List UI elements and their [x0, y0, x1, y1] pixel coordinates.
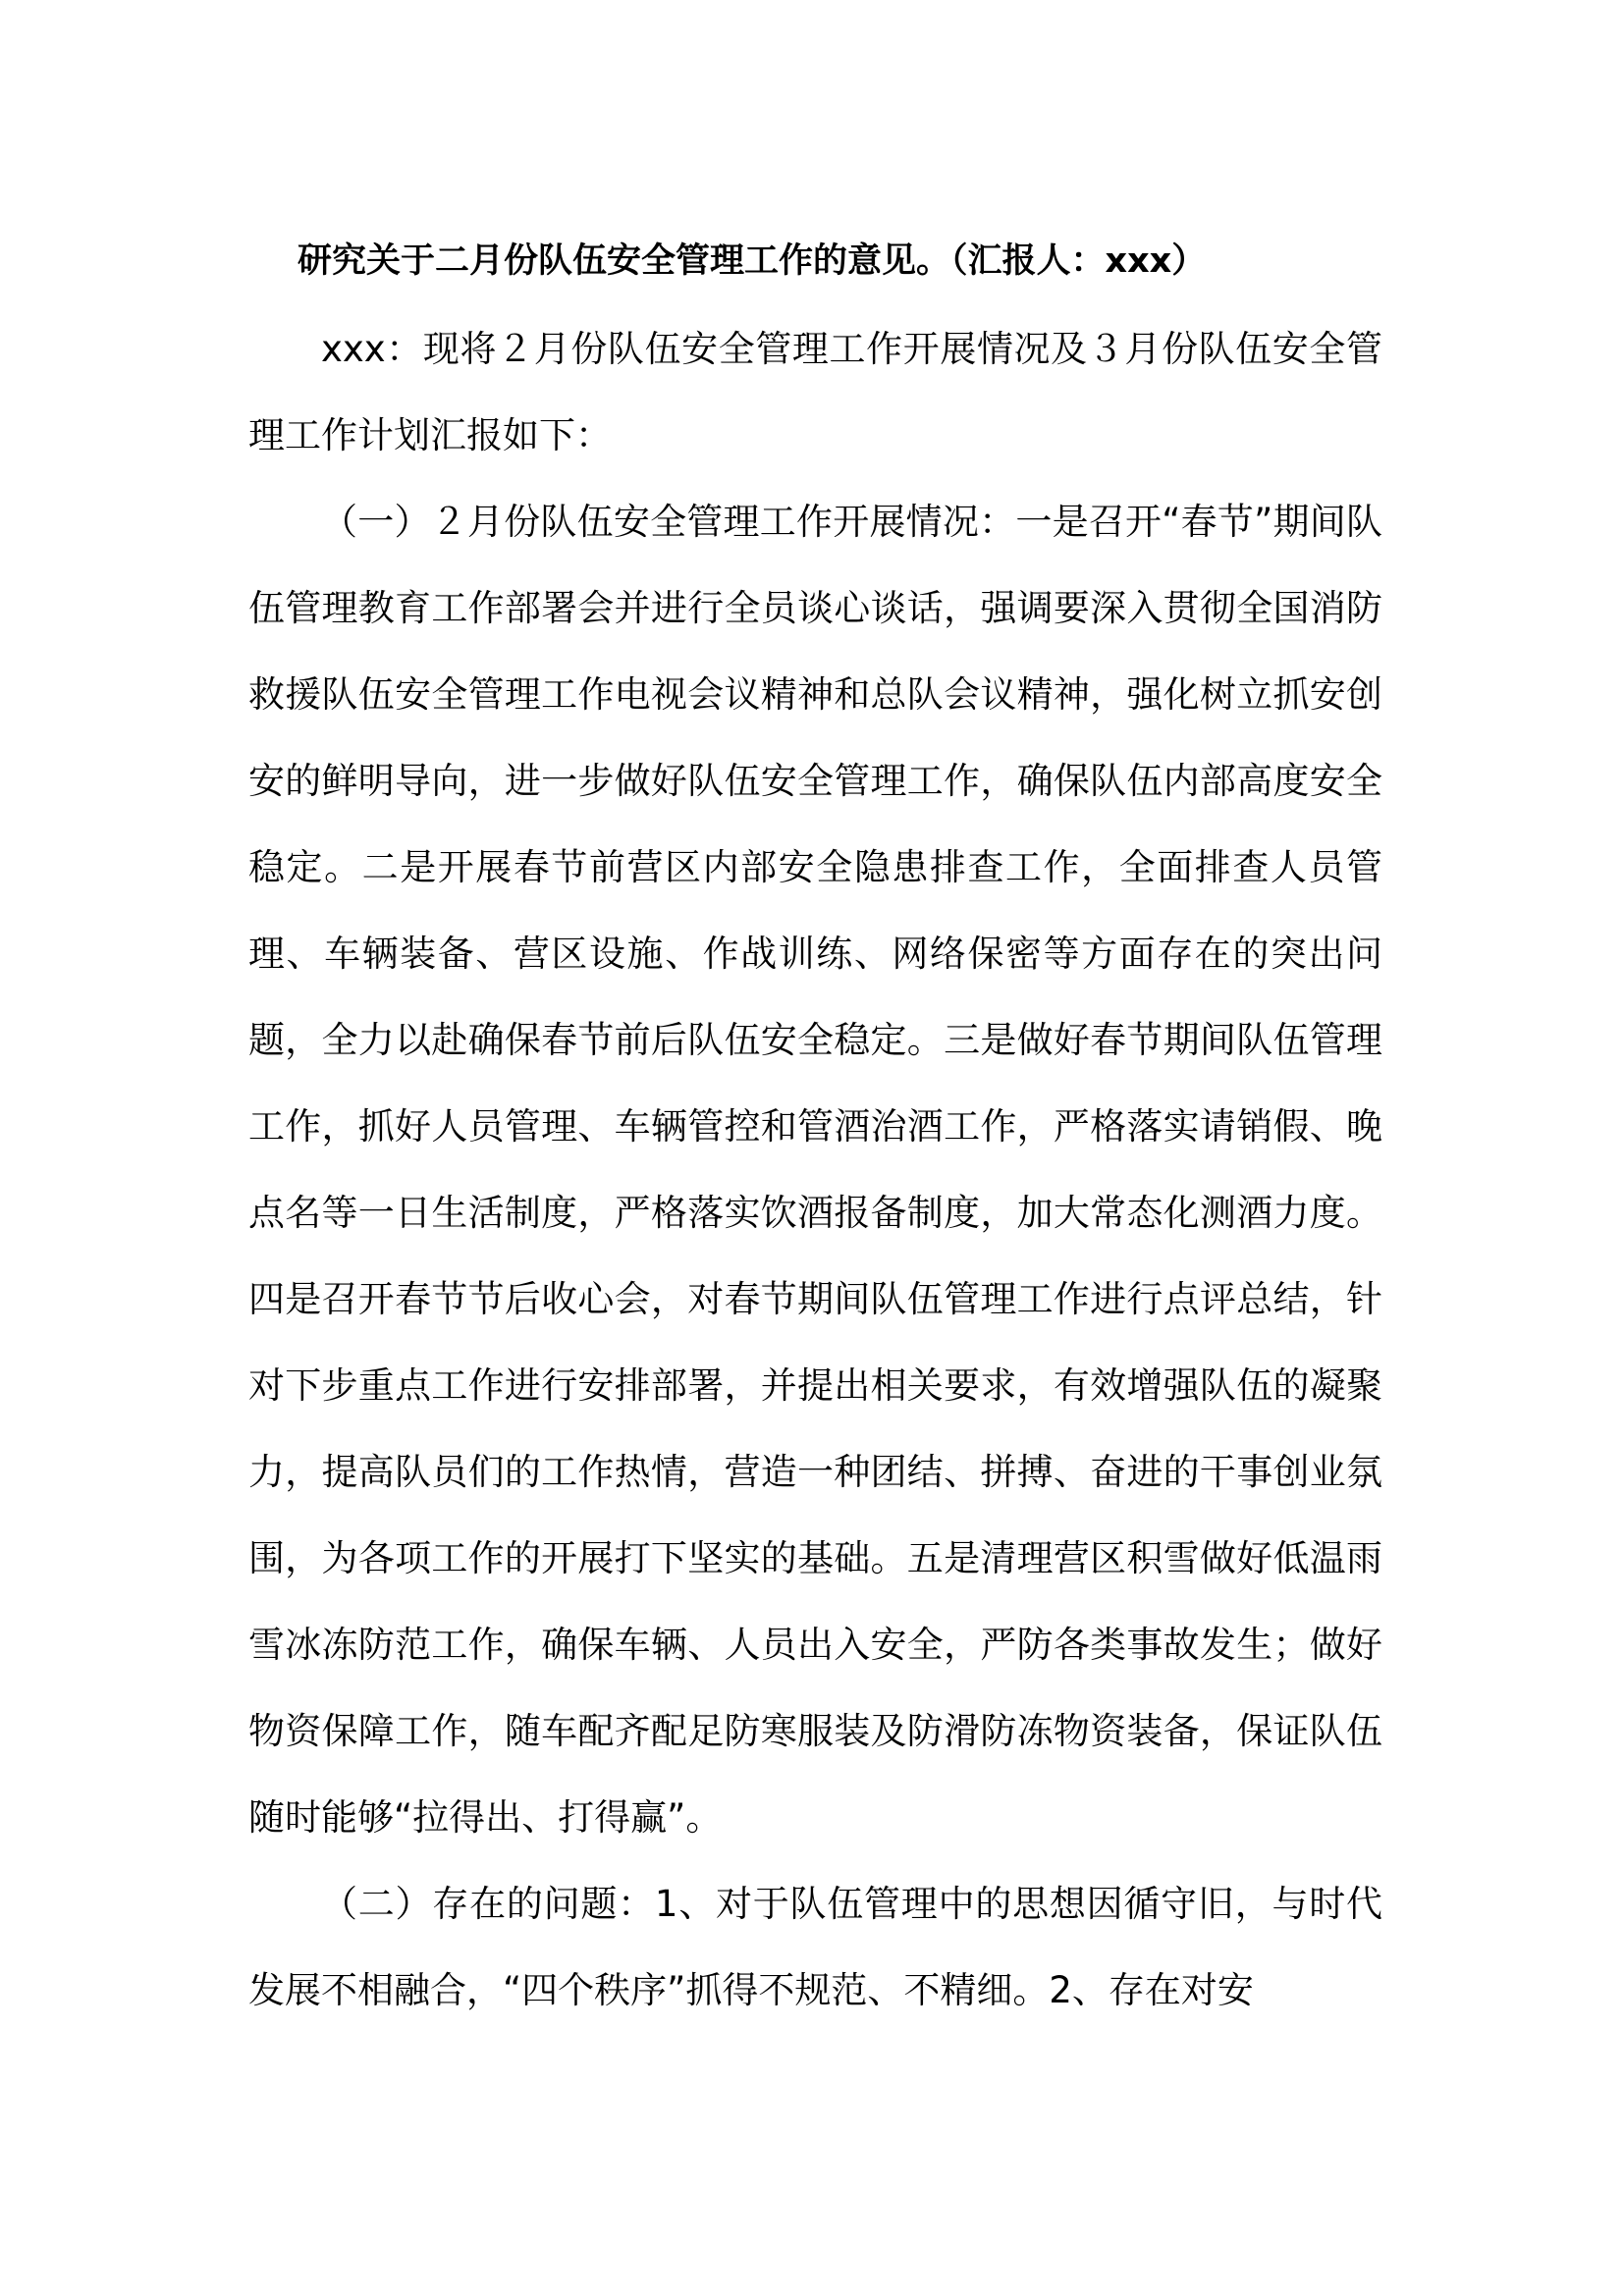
document-title: 研究关于二月份队伍安全管理工作的意见。（汇报人：xxx） [298, 241, 1207, 281]
paragraph-section-two: （二）存在的问题：1、对于队伍管理中的思想因循守旧，与时代发展不相融合，“四个秩序”抓得不规范、不精细。2、存在对安 [248, 1883, 1382, 2011]
document-body [248, 306, 1382, 2034]
paragraph-intro: xxx：现将２月份队伍安全管理工作开展情况及３月份队伍安全管理工作计划汇报如下： [248, 328, 1382, 456]
paragraph-section-one: （一）２月份队伍安全管理工作开展情况：一是召开“春节”期间队伍管理教育工作部署会并进行全员谈心谈话，强调要深入贯彻全国消防救援队伍安全管理工作电视会议精神和总队会议精神，强化树立抓安创安的鲜明导向，进一步做好队伍安全管理工作，确保队伍内部高度安全稳定。二是开展春节前营区内部安全隐患排查工作，全面排查人员管理、车辆装备、营区设施、作战训练、网络保密等方面存在的突出问题，全力以赴确保春节前后队伍安全稳定。三是做好春节期间队伍管理工作，抓好人员管理、车辆管控和管酒治酒工作，严格落实请销假、晚点名等一日生活制度，严格落实饮酒报备制度，加大常态化测酒力度。四是召开春节节后收心会，对春节期间队伍管理工作进行点评总结，针对下步重点工作进行安排部署，并提出相关要求，有效增强队伍的凝聚力，提高队员们的工作热情，营造一种团结、拼搏、奋进的干事创业氛围，为各项工作的开展打下坚实的基础。五是清理营区积雪做好低温雨雪冰冻防范工作，确保车辆、人员出入安全，严防各类事故发生；做好物资保障工作，随车配齐配足防寒服装及防滑防冻物资装备，保证队伍随时能够“拉得出、打得赢”。 [248, 501, 1382, 1839]
